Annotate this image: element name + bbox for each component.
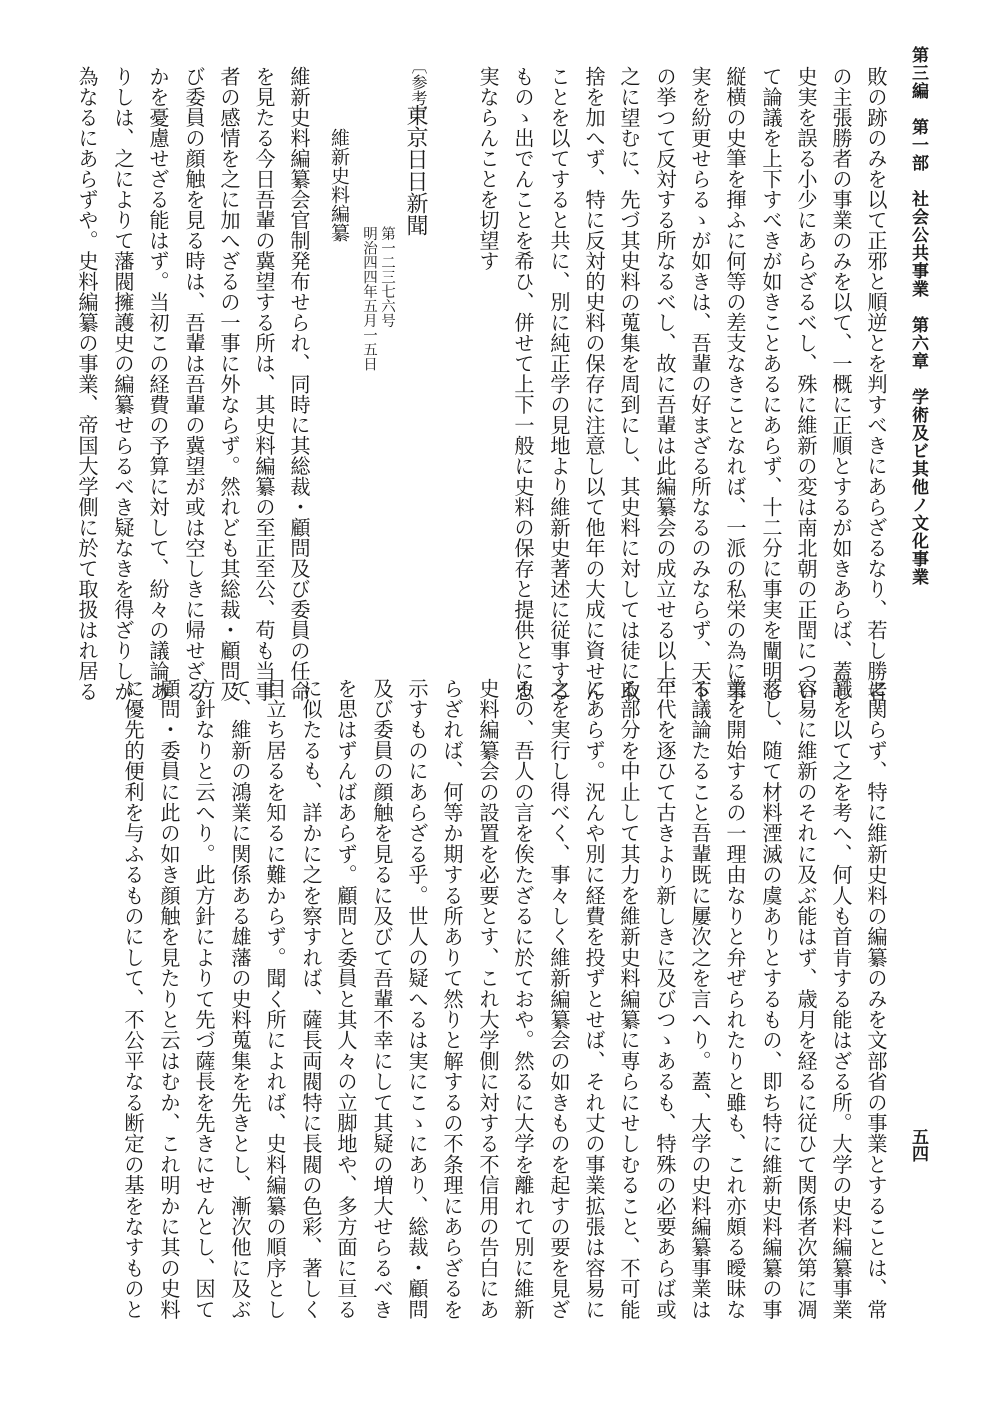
text-column: る部分を中止して其力を維新史料編纂に専らにせしむること、不可能 [617,678,641,1320]
article-title: 維新史料編纂 [328,128,350,242]
issue-number: 第一二三七六号 [379,226,395,328]
text-column: りしは、之によりて藩閥擁護史の編纂せらるべき疑なきを得ざりしが [111,66,135,702]
text-column: ことを以てすると共に、別に純正学の見地より維新史著述に従事する [547,66,571,702]
text-column: 史実を誤る小少にあらざるべし、殊に維新の変は南北朝の正閏につい [794,66,818,702]
text-column: 方針なりと云へり。此方針によりて先づ薩長を先きにせんとし、因て [192,678,216,1320]
page-number: 五四 [908,1128,928,1162]
text-column: かを憂慮せざる能はず。当初この経費の予算に対して、紛々の議論あ [146,66,170,702]
text-column: 捨を加へず、特に反対的史料の保存に注意し以て他年の大成に資せん [582,66,606,702]
text-column: の主張勝者の事業のみを以て、一概に正順とするが如きあらば、蓋し [829,66,853,702]
text-column: 維新史料編纂会官制発布せられ、同時に其総裁・顧問及び委員の任命 [287,66,311,702]
text-column: び委員の顔触を見る時は、吾輩は吾輩の冀望が或は空しきに帰せざる [182,66,206,702]
text-column: 敗の跡のみを以て正邪と順逆とを判すべきにあらざるなり、若し勝者 [864,66,888,702]
text-column: にあらず。況んや別に経費を投ずとせば、それ丈の事業拡張は容易に [582,678,606,1320]
text-column: 実ならんことを切望す [476,66,500,271]
running-header: 第三編 第一部 社会公共事業 第六章 学術及ビ其他ノ文化事業 [908,46,928,586]
text-column: 実を紛更せらるゝが如きは、吾輩の好まざる所なるのみならず、天下 [688,66,712,702]
text-column: に関らず、特に維新史料の編纂のみを文部省の事業とすることは、常 [864,678,888,1320]
text-column: て、維新の鴻業に関係ある雄藩の史料蒐集を先きとし、漸次他に及ぶ [228,678,252,1320]
text-column: に優先的便利を与ふるものにして、不公平なる断定の基をなすものと [121,678,145,1320]
issue-date: 明治四四年五月一五日 [361,226,377,371]
text-column: らざれば、何等か期する所ありて然りと解するの不条理にあらざるを [440,678,464,1320]
text-column: 史料編纂会の設置を必要とす、これ大学側に対する不信用の告白にあ [476,678,500,1320]
text-column: 之に望むに、先づ其史料の蒐集を周到にし、其史料に対しては徒に取 [617,66,641,702]
text-column: 縦横の史筆を揮ふに何等の差支なきことなれば、一派の私栄の為に事 [723,66,747,702]
text-column: 者の感情を之に加へざるの一事に外ならず。然れども其総裁・顧問及 [217,66,241,702]
text-column: るの、吾人の言を俟たざるに於ておや。然るに大学を離れて別に維新 [511,678,535,1320]
text-column: 落し、随て材料湮滅の虞ありとするもの、即ち特に維新史料編纂の事 [759,678,783,1320]
text-column: 容易に維新のそれに及ぶ能はず、歳月を経るに従ひて関係者次第に凋 [794,678,818,1320]
text-column: て論議を上下すべきが如きことあるにあらず、十二分に事実を闡明し [759,66,783,702]
text-column: 示すものにあらざる乎。世人の疑へるは実にこゝにあり、総裁・顧問 [405,678,429,1320]
text-column: 之を実行し得べく、事々しく維新編纂会の如きものを起すの要を見ざ [547,678,571,1320]
text-column: ものゝ出でんことを希ひ、併せて上下一般に史料の保存と提供とに忠 [511,66,535,702]
text-column: 及び委員の顔触を見るに及びて吾輩不幸にして其疑の増大せらるべき [370,678,394,1320]
text-column: の挙つて反対する所なるべし、故に吾輩は此編纂会の成立せる以上、 [653,66,677,702]
text-column: を思はずんばあらず。顧問と委員と其人々の立脚地や、多方面に亘る [334,678,358,1320]
reference-label: 〔参考〕 [409,58,428,122]
text-column: 顧問・委員に此の如き顔触を見たりと云はむか、これ明かに其の史料 [157,678,181,1320]
text-column: 識を以て之を考へ、何人も首肯する能はざる所。大学の史料編纂事業 [829,678,853,1320]
text-column: を見たる今日吾輩の冀望する所は、其史料編纂の至正至公、苟も当事 [252,66,276,702]
text-column: に似たるも、詳かに之を察すれば、薩長両閥特に長閥の色彩、著しく [299,678,323,1320]
text-column: 為なるにあらずや。史料編纂の事業、帝国大学側に於て取扱はれ居る [75,66,99,702]
text-column: 業を開始するの一理由なりと弁ぜられたりと雖も、これ亦頗る曖昧な [723,678,747,1320]
newspaper-name: 東京日日新聞 [403,104,428,236]
text-column: 年代を逐ひて古きより新しきに及びつゝあるも、特殊の必要あらば或 [653,678,677,1320]
text-column: 目立ち居るを知るに難からず。聞く所によれば、史料編纂の順序とし [263,678,287,1320]
text-column: る議論たること吾輩既に屢次之を言へり。蓋、大学の史料編纂事業は [688,678,712,1320]
